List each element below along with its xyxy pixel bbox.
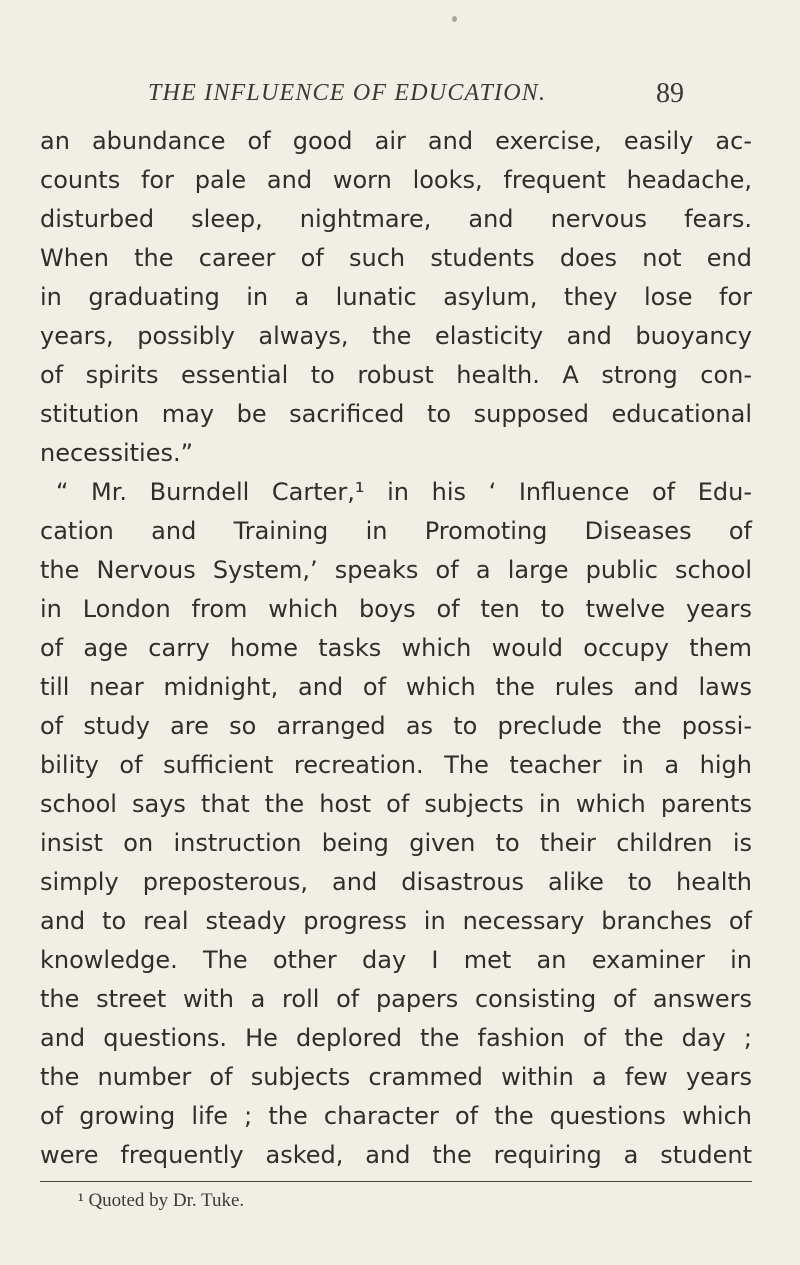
text-line: of age carry home tasks which would occupy them xyxy=(40,634,752,662)
text-line: were frequently asked, and the requiring a student xyxy=(40,1141,752,1169)
text-line: of study are so arranged as to preclude the possi- xyxy=(40,712,752,740)
text-line: bility of sufficient recreation. The teacher in a high xyxy=(40,751,752,779)
text-line: till near midnight, and of which the rules and laws xyxy=(40,673,752,701)
text-line: “ Mr. Burndell Carter,¹ in his ‘ Influence of Edu- xyxy=(56,478,752,506)
text-line: in graduating in a lunatic asylum, they lose for xyxy=(40,283,752,311)
page-number: 89 xyxy=(656,78,684,109)
text-line: an abundance of good air and exercise, easily ac- xyxy=(40,127,752,155)
text-line: the street with a roll of papers consisting of answers xyxy=(40,985,752,1013)
text-line: school says that the host of subjects in which parents xyxy=(40,790,752,818)
text-line: of spirits essential to robust health. A strong con- xyxy=(40,361,752,389)
running-title: THE INFLUENCE OF EDUCATION. xyxy=(148,80,547,106)
ink-speck xyxy=(452,16,457,22)
text-line: insist on instruction being given to their children is xyxy=(40,829,752,857)
text-line: disturbed sleep, nightmare, and nervous fears. xyxy=(40,205,752,233)
footnote-divider xyxy=(40,1181,752,1182)
text-line: the number of subjects crammed within a few years xyxy=(40,1063,752,1091)
text-line: counts for pale and worn looks, frequent headache, xyxy=(40,166,752,194)
text-line: the Nervous System,’ speaks of a large public school xyxy=(40,556,752,584)
text-line: cation and Training in Promoting Diseases of xyxy=(40,517,752,545)
text-line: knowledge. The other day I met an examiner in xyxy=(40,946,752,974)
text-line: stitution may be sacrificed to supposed educational xyxy=(40,400,752,428)
text-line: and questions. He deplored the fashion of the day ; xyxy=(40,1024,752,1052)
text-line: When the career of such students does not end xyxy=(40,244,752,272)
body-text xyxy=(40,122,752,1175)
page-header xyxy=(148,80,684,114)
text-line: of growing life ; the character of the questions which xyxy=(40,1102,752,1130)
footnote: ¹ Quoted by Dr. Tuke. xyxy=(78,1190,245,1211)
text-line: necessities.” xyxy=(40,439,194,467)
text-line: simply preposterous, and disastrous alike to health xyxy=(40,868,752,896)
text-line: and to real steady progress in necessary branches of xyxy=(40,907,752,935)
text-line: years, possibly always, the elasticity and buoyancy xyxy=(40,322,752,350)
text-line: in London from which boys of ten to twelve years xyxy=(40,595,752,623)
